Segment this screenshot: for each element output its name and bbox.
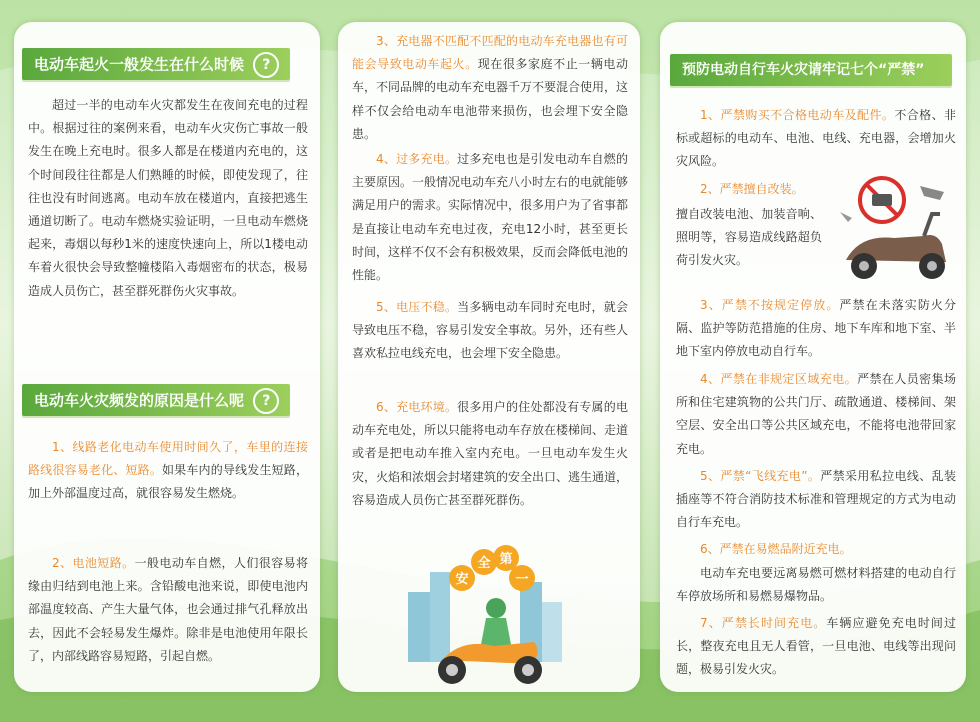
question-mark-icon: ? — [253, 388, 279, 414]
heading-text: 电动车起火一般发生在什么时候 — [34, 55, 245, 74]
rule-2-body: 擅自改装电池、加装音响、照明等，容易造成线路超负荷引发火灾。 — [676, 207, 822, 268]
cause-4-body: 过多充电也是引发电动车自燃的主要原因。一般情况电动车充八小时左右的电就能够满足用户的需求。实际情况中，很多用户为了省事都是直接让电动车充电过夜，充电12小时，甚至更长时间，这样不仅不会有积极效果，反而会降低电池的性能。 — [352, 152, 629, 283]
rule-5-body: 严禁采用私拉电线、乱装插座等不符合消防技术标准和管理规定的方式为电动自行车充电。 — [676, 469, 956, 530]
rule-2-title: 2、严禁擅自改装。 — [700, 182, 804, 196]
safety-first-scooter-illustration — [402, 542, 572, 692]
cause-3-body: 现在很多家庭不止一辆电动车，不同品牌的电动车充电器千万不要混合使用，这样不仅会给电动车电池带来损伤，也会埋下安全隐患。 — [352, 57, 629, 141]
rule-6-title-line — [676, 538, 956, 561]
cause-3-title: 3、充电器不匹配不匹配的电动车充电器也有可能会导致电动车起火。 — [352, 34, 628, 72]
rule-7-title: 7、严禁长时间充电。 — [700, 616, 827, 630]
badge-char: 第 — [499, 552, 513, 567]
cause-1 — [28, 436, 308, 506]
cause-6-title: 6、充电环境。 — [376, 400, 458, 414]
cause-3 — [352, 30, 628, 146]
section-heading-when-fire — [22, 48, 290, 80]
building-2 — [430, 572, 450, 662]
rule-1-body: 不合格、非标或超标的电动车、电池、电线、充电器，会增加火灾风险。 — [676, 108, 956, 169]
rule-1 — [676, 104, 956, 174]
rule-3-body: 严禁在未落实防火分隔、监护等防范措施的住房、地下车库和地下室、半地下室内停放电动自行车。 — [676, 298, 956, 359]
rule-4 — [676, 368, 956, 461]
building-4 — [542, 602, 562, 662]
panel-left — [14, 22, 320, 692]
cause-6 — [352, 396, 628, 512]
cause-4-title: 4、过多充电。 — [376, 152, 458, 166]
scooter-hub — [446, 664, 458, 676]
cause-5-title: 5、电压不稳。 — [376, 300, 458, 314]
cause-2 — [28, 552, 308, 668]
rule-4-body: 严禁在人员密集场所和住宅建筑物的公共门厅、疏散通道、楼梯间、架空层、安全出口等公共区域充电，不能将电池带回家充电。 — [676, 372, 956, 456]
section-heading-seven-bans — [670, 54, 952, 86]
rule-2-title-line — [676, 178, 826, 201]
cause-1-title: 1、线路老化电动车使用时间久了，车里的连接路线很容易老化、短路。 — [28, 440, 308, 478]
cause-4 — [352, 148, 628, 287]
rule-7 — [676, 612, 956, 682]
cause-2-title: 2、电池短路。 — [52, 556, 135, 570]
scooter-hub — [522, 664, 534, 676]
rule-5-title: 5、严禁“飞线充电”。 — [700, 469, 821, 483]
heading-text: 预防电动自行车火灾请牢记七个“严禁” — [682, 62, 925, 78]
heading-text: 电动车火灾频发的原因是什么呢 — [34, 391, 245, 410]
wrench-icon — [840, 212, 852, 222]
tool-icon — [920, 186, 944, 200]
badge-char: 全 — [477, 556, 491, 571]
rule-5 — [676, 465, 956, 535]
scooter-hub — [859, 261, 869, 271]
cause-5-body: 当多辆电动车同时充电时，就会导致电压不稳，容易引发安全事故。另外，还有些人喜欢私拉电线充电，也会埋下安全隐患。 — [352, 300, 629, 361]
panel-middle — [338, 22, 640, 692]
rule-4-title: 4、严禁在非规定区域充电。 — [700, 372, 858, 386]
battery-icon — [872, 194, 892, 206]
badge-char: 安 — [455, 572, 469, 587]
rule-6-body: 电动车充电要远离易燃可燃材料搭建的电动自行车停放场所和易燃易爆物品。 — [676, 566, 956, 604]
cause-1-body: 如果车内的导线发生短路，加上外部温度过高，就很容易发生燃烧。 — [28, 463, 308, 501]
no-modification-scooter-illustration — [836, 172, 958, 284]
rule-3 — [676, 294, 956, 364]
intro-paragraph: 超过一半的电动车火灾都发生在夜间充电的过程中。根据过往的案例来看，电动车火灾伤亡事故一般发生在晚上充电时。很多人都是在楼道内充电的，这个时间段往往都是人们熟睡的时候，即使发现了，往往也没有时间逃离。电动车放在楼道内，直接把逃生通道切断了。电动车燃烧实验证明，一旦电动车燃烧起来，毒烟以每秒1米的速度快速向上，所以1楼电动车着火很快会导致整幢楼陷入毒烟密布的状态，极易造成人员伤亡，甚至群死群伤火灾事故。 — [28, 98, 308, 298]
scooter-handlebar — [924, 214, 940, 236]
cause-5 — [352, 296, 628, 366]
rule-3-title: 3、严禁不按规定停放。 — [700, 298, 840, 312]
badge-char: 一 — [515, 572, 529, 587]
rule-7-body: 车辆应避免充电时间过长，整夜充电且无人看管，一旦电池、电线等出现问题，极易引发火灾。 — [676, 616, 956, 677]
rule-6-title: 6、严禁在易燃品附近充电。 — [700, 542, 852, 556]
rule-2 — [676, 203, 822, 273]
scooter-hub — [927, 261, 937, 271]
section-heading-causes — [22, 384, 290, 416]
question-mark-icon: ? — [253, 52, 279, 78]
cause-2-body: 一般电动车自燃，人们很容易将缘由归结到电池上来。含铅酸电池来说，即使电池内部温度较高、产生大量气体，也会通过排气孔释放出去，因此不会轻易发生爆炸。除非是电池使用年限长了，内部线路容易短路，引起自燃。 — [28, 556, 308, 663]
cause-6-body: 很多用户的住处都没有专属的电动车充电处，所以只能将电动车存放在楼梯间、走道或者是把电动车推入室内充电。一旦电动车发生火灾，火焰和浓烟会封堵建筑的安全出口、逃生通道，容易造成人员伤亡甚至群死群伤。 — [352, 400, 629, 507]
building-1 — [408, 592, 430, 662]
panel-right — [660, 22, 966, 692]
rule-6 — [676, 562, 956, 608]
rider-helmet — [486, 598, 506, 618]
rule-1-title: 1、严禁购买不合格电动车及配件。 — [700, 108, 895, 122]
